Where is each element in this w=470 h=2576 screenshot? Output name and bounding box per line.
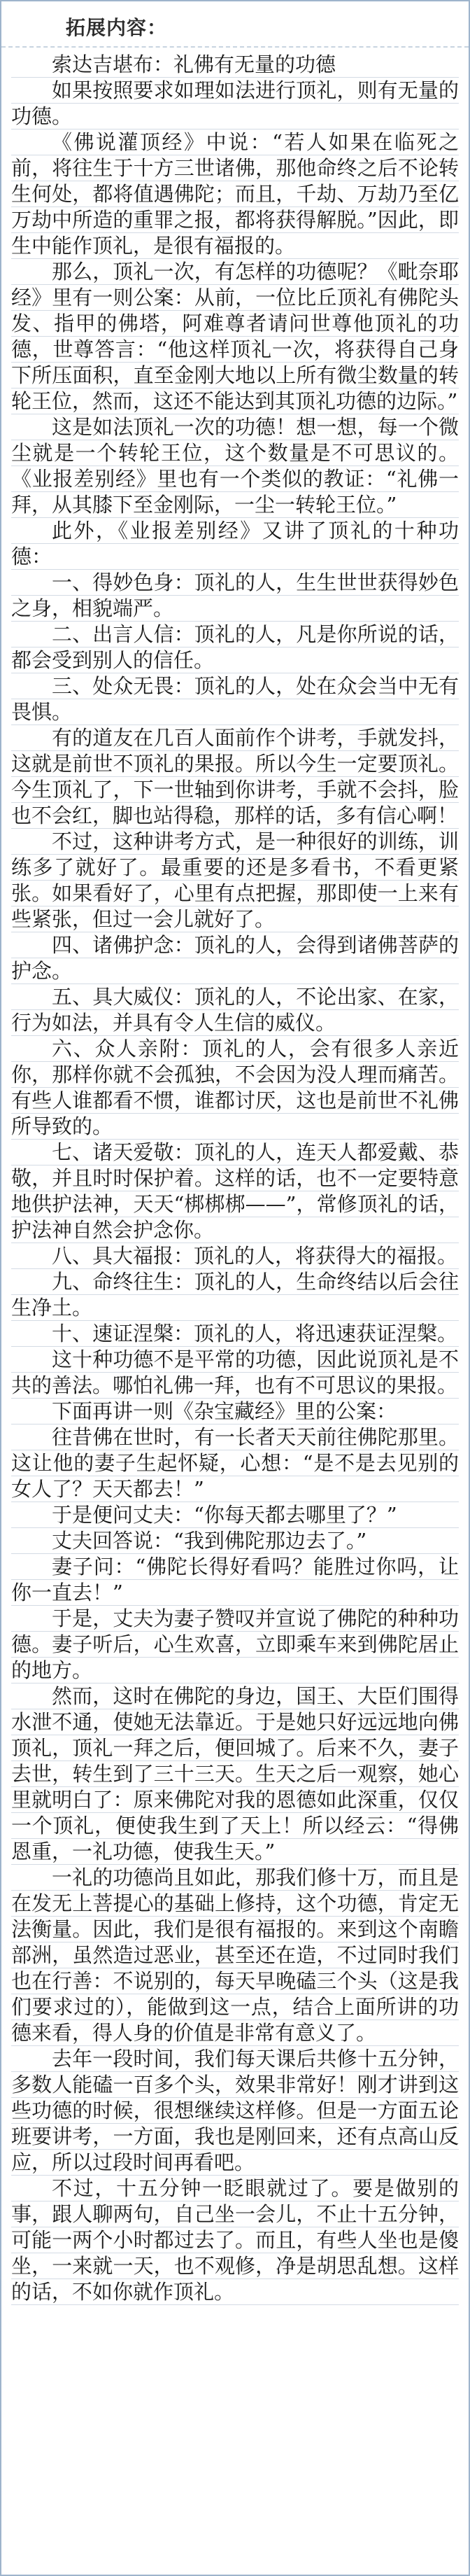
paragraph: 《佛说灌顶经》中说：“若人如果在临死之前，将往生于十方三世诸佛，那他命终之后不论转生何处，都将值遇佛陀；而且，千劫、万劫乃至亿万劫中所造的重罪之报，都将获得解脱。”因此，即生中能作顶礼，是很有福报的。 — [11, 130, 459, 258]
paragraph: 下面再讲一则《杂宝藏经》里的公案： — [11, 1399, 459, 1424]
paragraph: 然而，这时在佛陀的身边，国王、大臣们围得水泄不通，使她无法靠近。于是她只好远远地向佛顶礼，顶礼一拜之后，便回城了。后来不久，妻子去世，转生到了三十三天。生天之后一观察，她心里就明白了：原来佛陀对我的恩德如此深重，仅仅一个顶礼，便使我生到了天上！所以经云：“得佛恩重，一礼功德，使我生天。” — [11, 1684, 459, 1863]
section-title: 拓展内容： — [66, 16, 168, 39]
merit-item-8: 八、具大福报：顶礼的人，将获得大的福报。 — [11, 1243, 459, 1269]
paragraph: 如果按照要求如理如法进行顶礼，则有无量的功德。 — [11, 78, 459, 128]
article-body — [11, 48, 459, 2305]
paragraph: 往昔佛在世时，有一长者天天前往佛陀那里。这让他的妻子生起怀疑，心想：“是不是去见别的女人了？天天都去！” — [11, 1425, 459, 1501]
paragraph: 一礼的功德尚且如此，那我们修十万，而且是在发无上菩提心的基础上修持，这个功德，肯定无法衡量。因此，我们是很有福报的。来到这个南瞻部洲，虽然造过恶业，甚至还在造，不过同时我们也在行善：不说别的，每天早晚磕三个头（这是我们要求过的），能做到这一点，结合上面所讲的功德来看，得人身的价值是非常有意义了。 — [11, 1865, 459, 2045]
paragraph: 去年一段时间，我们每天课后共修十五分钟，多数人能磕一百多个头，效果非常好！刚才讲到这些功德的时候，很想继续这样修。但是一方面五论班要讲考，一方面，我也是刚回来，还有点高山反应，所以过段时间再看吧。 — [11, 2047, 459, 2174]
paragraph: 不过，这种讲考方式，是一种很好的训练，训练多了就好了。最重要的还是多看书，不看更紧张。如果看好了，心里有点把握，那即使一上来有些紧张，但过一会儿就好了。 — [11, 830, 459, 931]
merit-item-9: 九、命终往生：顶礼的人，生命终结以后会往生净土。 — [11, 1270, 459, 1320]
paragraph: 于是，丈夫为妻子赞叹并宣说了佛陀的种种功德。妻子听后，心生欢喜，立即乘车来到佛陀居止的地方。 — [11, 1606, 459, 1682]
paragraph-intro: 索达吉堪布：礼佛有无量的功德 — [11, 52, 459, 78]
paragraph: 妻子问：“佛陀长得好看吗？能胜过你吗，让你一直去！” — [11, 1555, 459, 1604]
merit-item-10: 十、速证涅槃：顶礼的人，将迅速获证涅槃。 — [11, 1321, 459, 1347]
merit-item-2: 二、出言人信：顶礼的人，凡是你所说的话，都会受到别人的信任。 — [11, 622, 459, 672]
merit-item-1: 一、得妙色身：顶礼的人，生生世世获得妙色之身，相貌端严。 — [11, 570, 459, 620]
merit-item-7: 七、诸天爱敬：顶礼的人，连天人都爱戴、恭敬，并且时时保护着。这样的话，也不一定要特意地供护法神，天天“梆梆梆——”，常修顶礼的话，护法神自然会护念你。 — [11, 1140, 459, 1242]
paragraph: 那么，顶礼一次，有怎样的功德呢？《毗奈耶经》里有一则公案：从前，一位比丘顶礼有佛陀头发、指甲的佛塔，阿难尊者请问世尊他顶礼的功德，世尊答言：“他这样顶礼一次，将获得自己身下所压面积，直至金刚大地以上所有微尘数量的转轮王位，然而，这还不能达到其顶礼功德的边际。” — [11, 260, 459, 413]
merit-item-5: 五、具大威仪：顶礼的人，不论出家、在家，行为如法，并具有令人生信的威仪。 — [11, 985, 459, 1035]
paragraph: 于是便问丈夫：“你每天都去哪里了？” — [11, 1502, 459, 1528]
paragraph: 这十种功德不是平常的功德，因此说顶礼是不共的善法。哪怕礼佛一拜，也有不可思议的果报。 — [11, 1348, 459, 1397]
paragraph: 有的道友在几百人面前作个讲考，手就发抖，这就是前世不顶礼的果报。所以今生一定要顶礼。今生顶礼了，下一世轴到你讲考，手就不会抖，脸也不会红，脚也站得稳，那样的话，多有信心啊！ — [11, 726, 459, 827]
paragraph: 此外，《业报差别经》又讲了顶礼的十种功德： — [11, 519, 459, 568]
merit-item-3: 三、处众无畏：顶礼的人，处在众会当中无有畏惧。 — [11, 674, 459, 724]
paragraph: 这是如法顶礼一次的功德！想一想，每一个微尘就是一个转轮王位，这个数量是不可思议的。《业报差别经》里也有一个类似的教证：“礼佛一拜，从其膝下至金刚际，一尘一转轮王位。” — [11, 415, 459, 517]
merit-item-6: 六、众人亲附：顶礼的人，会有很多人亲近你，那样你就不会孤独，不会因为没人理而痛苦。有些人谁都看不惯，谁都讨厌，这也是前世不礼佛所导致的。 — [11, 1037, 459, 1138]
paragraph: 丈夫回答说：“我到佛陀那边去了。” — [11, 1528, 459, 1554]
title-bar — [1, 1, 469, 48]
paragraph: 不过，十五分钟一眨眼就过了。要是做别的事，跟人聊两句，自己坐一会儿，不止十五分钟，可能一两个小时都过去了。而且，有些人坐也是傻坐，一来就一天，也不观修，净是胡思乱想。这样的话，不如你就作顶礼。 — [11, 2176, 459, 2304]
merit-item-4: 四、诸佛护念：顶礼的人，会得到诸佛菩萨的护念。 — [11, 933, 459, 983]
